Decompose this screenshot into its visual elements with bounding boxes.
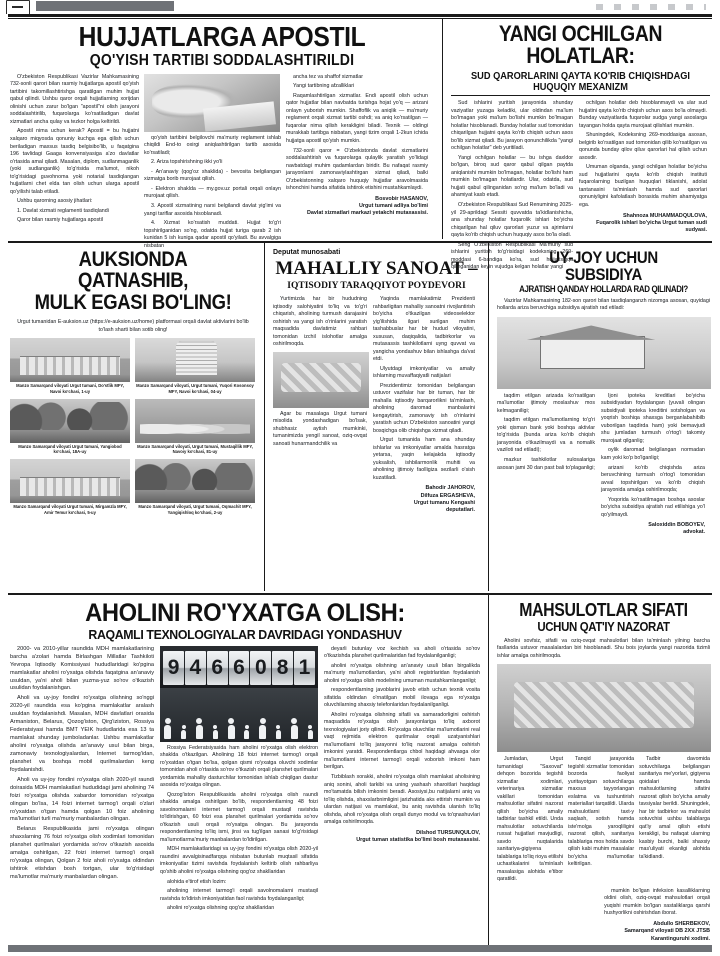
auction-lot[interactable] xyxy=(135,338,255,394)
sanoat-headline: MAHALLIY SANOAT – xyxy=(275,258,478,279)
auction-lot[interactable] xyxy=(135,459,255,515)
row-middle xyxy=(8,243,712,591)
sifat-photo xyxy=(497,664,711,752)
paragraph: Yoqorida ko'rsatilmagan boshqa asoslar bo'yicha subsidiya ajratish rad etilishiga yo'l qo'yilmaydi. xyxy=(601,496,705,518)
apostil-photo xyxy=(144,74,280,132)
counter-digit: 9 xyxy=(163,651,184,686)
holatlar-subhead: SUD QARORLARINI QAYTA KO'RIB CHIQISHDAGI HUQUQIY MEXANIZM xyxy=(470,69,691,93)
paragraph: oylik daromad belgilangan normadan kam yoki ko'p bo'lganligi; xyxy=(601,447,705,461)
paragraph: - An'anaviy (qog'oz shaklida) - bevosita belgilangan xizmatga borib murojaat qilish. xyxy=(144,168,281,183)
apostil-column-3 xyxy=(286,74,428,252)
byline-role: Urgut tuman statistika bo'limi bosh mutaxassisi. xyxy=(356,836,480,843)
row-bottom xyxy=(8,595,712,947)
paragraph: Prezidentimiz tomonidan belgilangan ustuvor vazifalar har bir tuman, har bir mahalla iqtisodiy barqarorlikni ta'minlash, aholining daromad manbalarini kengaytirish, zamonaviy ish o'rinlarini yaratish uchun O'zbekiston sanoatini yangi bosqichga olib chiqishga xizmat qiladi. xyxy=(373,382,475,434)
apostil-column-1 xyxy=(10,74,144,252)
paragraph: Yangi tartibning afzalliklari xyxy=(293,83,355,90)
paragraph: 3. Apostil xizmatining narxi belgilandi davlat yig'imi va yangi tariflar asosida hisoblanadi. xyxy=(144,202,281,217)
footer-band xyxy=(8,945,712,952)
person-icon xyxy=(196,718,203,739)
lot-photo xyxy=(135,399,255,443)
paragraph: Yangi ochilgan holatlar — bu ishga daxldor bo'lgan, biroq sud qaror qabul qilgan paytda aniqlanishi mumkin bo'lmagan, holatlar bo'lishi ham mumkin bo'lmagan holatlardir. Ular, odatda, sud hujjati qabul qilinganidan so'ng ma'lum bo'ladi va ahamiyat kasb etadi. xyxy=(451,154,573,199)
sanoat-column-2 xyxy=(373,296,475,515)
paragraph: arizani ko'rib chiqishda ariza beruvchining turmush o'rtog'i tomonidan avval topshirilgan va ko'rib chiqish jarayonida amalga oshirilmoqda; xyxy=(601,464,705,494)
sifat-column-3 xyxy=(639,756,710,886)
sifat-column-2 xyxy=(568,756,639,886)
counter-digits xyxy=(163,651,315,686)
paragraph: Aholini ro'yxatga olishning sifatli va samaradorligini oshirish maqsadida ro'yxatga olish jarayonlariga to'liq axborot texnologiyalari joriy qilindi. Ro'yxatga oluvchilar ma'lumotlarini real vaqt rejimida elektron qurilmalar orqali uzatyanishlari ma'lumotlarni to'liq jarayonni to'liq nazorat amalga oshirish imkonini yaratdi. Respondentlarga chbol haqidagi ahvasga olor ma'lumotlarni internet tarmog'i orqali voborish imkoni ham berilgan. xyxy=(324,711,480,771)
counter-digit: 4 xyxy=(185,651,206,686)
counter-digit: 6 xyxy=(207,651,228,686)
paragraph: qo'yish tartibini belgilovchi ma'muriy reglament ishlab chiqildi End-to oxirgi aniqlashtirilgan tartib asosida ko'rsatiladi; xyxy=(144,134,281,156)
byline-role: Karantinguruhi xodimi. xyxy=(651,935,710,942)
census-counter-illustration xyxy=(160,646,318,742)
apostil-headline: HUJJATLARGA APOSTIL xyxy=(78,21,366,52)
paragraph: aholini ro'yxatga olishning an'anaviy usuli bilan birgalikda ma'muriy ma'lumotlardan, ya'ni aholi registrlaridan foydalanish aholini ro'yxatga olish modelining umuman mustahkamlanganligi; xyxy=(324,662,480,684)
paragraph: MDH mamlakatlaridagi va uy-joy fondini ro'yxatga olish 2020-yil raundini avvalgisinadfarqqa nisbatan butunlab muqtasil sifatida imkoniyatlar tizimi ravishda foydalanish keltirib olish rahbarliya qo'shib aholini ro'yxatga olishning qog'oz shakllaridan xyxy=(160,846,318,875)
subsidiya-subhead: AJRATISH QANDAY HOLLARDA RAD QILINADI? xyxy=(519,283,688,294)
byline-role: Urgut tumanu Kengashi xyxy=(413,499,475,506)
paragraph: respondentlarning javoblarini javob etish uchun texnik vosita sifatida oldindan o'rnatilgan mobil ilovaga ega ro'yxatga oluvchilarning shaxsiy telefonlaridan foydalanilganligi. xyxy=(324,687,480,709)
paragraph: 2. Ariza topshirishning ikki yo'li xyxy=(151,159,223,166)
paragraph: Aholi va uy-joy fondini ro'yxatga olish 2020-yil raundi doirasida MDH mamlakatlari hududidagi jami aholining 74 foizi ro'yxatga olishda xabardor tomonidan ro'yxatga olingan bo'lsa, 14 foizi internet tarmog'i orqali o'zlari ro'yxatdan o'tgan hamda qolgan 10 foiz aholining ma'lumotlari turli ma'muriy manbalardan olingan. xyxy=(10,776,154,823)
auction-lot[interactable] xyxy=(10,399,130,455)
paragraph: Tizbiblash xorakki, aholini ro'yxatga olish mamlakat aholisining aniq sonini, aholi tarkibi va uning yashash sharoitlari haqidagi mo'tamatda bilish imkonini beradi. Asosiysi,bu natijalarni aniq va to'liq olishda, shaxslarbnimligini jarizhatida aks ettirish mumkin va ulardan natijasi va mamlakat, bu aniq ravishda ulanish to'liq olishda, aholi ro'yxatga olish orqali dunyo modul va to'qnashuvlari amalga oshirilmoqda. xyxy=(324,774,480,826)
royxat-column-1 xyxy=(10,646,160,915)
apostil-subhead: QO'YISH TARTIBI SODDALASHTIRILDI xyxy=(89,51,355,69)
lot-caption: Manzo Samarqand viloyati, Urgut tumani, Yuqori Kosonsoy MFY, Navoi ko'chasi, 04-uy xyxy=(136,383,254,394)
paragraph: Sеng O'zbekiston Respublikasi Ma'muriy sud ishlarini yuritish to'g'risidagi kodeksning 269-moddasi 6-bandiga ko'ra, sud hujjatisiqqa qilinganidan keyin vujudga kelgan holatlar yangi xyxy=(451,241,573,271)
lot-photo xyxy=(135,459,255,503)
royxat-column-3 xyxy=(324,646,480,915)
sanoat-subhead: IQTISODIY TARAQQIYOT POYDEVORI xyxy=(287,281,466,291)
lot-photo xyxy=(10,459,130,503)
paragraph: aholining internet tarmog'i orqali savolnomalarni mustaqil ravishda to'ldirish imkoniyatidan faol ravishda foydalanganligi; xyxy=(160,888,318,902)
byline-name: Shahnoza MUHAMMADQULOVA, xyxy=(622,212,707,219)
counter-digit: 8 xyxy=(272,651,293,686)
paragraph: Sud ishlarini yuritish jarayonida shunday vaziyatlar yuzaga keladiki, ular oldindan ma'lum bo'lmagan yoki ma'lum bo'lishi mumkin bo'lmagan holatlar hisoblanadi. Bunday holatlar sud tomonidan chiqarilgan hujjatni qayta ko'rib chiqish uchun asos bo'lib xizmat qiladi. Bu jarayon qonunchilikda "yangi ochilgan holatlar" deb yuritiladi. xyxy=(451,100,573,152)
paragraph: Tadbir davomida sotuvchilarga belgilangan sanitariya me'yorlari, gigiyena qoidalari hamda mahsulotlarning sifatini nazorat qilish bo'yicha amaliy tavsiyalar berildi. Shuningdek, har bir tadbirkor va mahsulot sotuvchisi ushbu talablarga qat'iy amal qilish etishi kerakligi, bu nafaqat ularning kasbiy burchi, balki shaxsiy mas'uliyati ekanligi alohida ta'kidlandi. xyxy=(639,756,710,860)
royxat-subhead: RAQAMLI TEXNOLOGIYALAR DAVRIDAGI YONDASHUV xyxy=(88,626,402,642)
byline-name: Abdullo SHERBEKOV, xyxy=(653,920,710,927)
people-figures xyxy=(160,689,318,739)
sanoat-column-1 xyxy=(273,296,373,515)
person-icon xyxy=(275,725,282,739)
sanoat-photo xyxy=(273,352,369,408)
subsidiya-intro xyxy=(497,298,710,313)
lot-photo xyxy=(10,338,130,382)
subsidiya-photo xyxy=(497,317,711,389)
paragraph: Umuman olganda, yangi ochilgan holatlar bo'yicha sud hujjatlarini qayta ko'rib chiqish instituti fuqarolarning buzilgan huquqlari tiklanishi, adolat tantanasini ta'minlash hamda sud qarorlari qonuniyligini kafolatlash borasida muhim ahamiyatga ega. xyxy=(579,164,707,208)
byline-role2: Davlat xizmatlari markazi yetakchi mutaxassisi. xyxy=(306,210,428,217)
article-auksion xyxy=(8,243,264,591)
lot-caption: Manzo Samarqand viloyati, Urgut tumani, Mustaqillik MFY, Navoiy ko'chasi, 81-uy xyxy=(137,443,253,454)
paragraph: Ulyutdagi imkoniyatlar va amaliy ishlarning muvaffaqiyatli natijalari xyxy=(373,365,475,380)
counter-digit: 6 xyxy=(229,651,250,686)
auction-lot[interactable] xyxy=(10,459,130,515)
byline-name: Dilshod TURSUNQULOV, xyxy=(416,829,480,836)
paragraph: mazkur tashkilotlar xulosalariga asosan jami 30 dan past bali to'plaganligi; xyxy=(497,456,595,471)
byline-org: Samarqand viloyati DB 2XX JTSB xyxy=(624,928,710,935)
sifat-column-1 xyxy=(497,756,568,886)
person-icon xyxy=(180,725,187,739)
subsidiya-headline: UY-JOY UCHUN SUBSIDIYA xyxy=(549,248,658,285)
auction-lot[interactable] xyxy=(135,399,255,455)
byline-name-2: Dilfuza ERGASHEVA, xyxy=(420,492,475,499)
paragraph: Jumladan, Urgut tumanidagi "Saxovat" dehqon bozorida tegishli xizmatlar xodimlari, veterinariya xizmatlar vakillari tomonidan mahsulotlar sifatini nazorat qilish bo'yicha amaliy tadbirlar tashkil etildi. Unda mahsulotlar sotuvchilarda ruxsat hujjatlari mavjudligi, savdo nuqtalarida sanitariya-gigiyena talablariga to'liq rioya etilishi uchastkalarini ta'minlash masalasiga alohida e'tibor qaratildi. xyxy=(497,756,564,883)
paragraph: Raqamlashtirilgan xizmatlar. Endi apostil olish uchun qator hujjatlar bilan navbatda turishga hojat yo'q — arizani onlayn yuborish mumkin. Shaffoflik va aniqlik — ma'muriy reglament orqali xizmat tartibi oshdi; va aniq ko'rsatilgan — fuqarolar nima qilish kerakligini biladi. Texnik — oldingi murakkab tartibga nisbatan, yangi tizim orqali 1-2kun ichida hujjatga apostil qo'yish mumkin. xyxy=(286,92,428,144)
auksion-photo-grid xyxy=(10,338,256,515)
counter-digit: 1 xyxy=(294,651,315,686)
auksion-subhead: MULK EGASI BO'LING! xyxy=(34,290,232,314)
article-sifat xyxy=(488,595,712,947)
paragraph: Ushbu qarorning asosiy jihatlari: xyxy=(17,198,93,205)
paragraph: Rossiya Federatsiyasida ham aholini ro'yxatga olish elektron shaklda o'tkazilgan. Aholining 18 foizi internet tarmog'i orqali ro'yxatdan o'tgan bo'lsa, qolgan qismi ro'yxatga oluvchi xodimlar tomonidan aholi o'rtasida so'rov o'tkazish orqali planshet qurilmalari yordamida mahalliy dasturchilar tomonidan ishlab chiqilgan dastur asosida ro'yxatga olingan. xyxy=(160,744,318,789)
paragraph: deyarli butunlay voz kechish va aholi o'rtasida so'rov o'tkazishda planshet qurilmalaridan fad foydalanilganligi; xyxy=(324,645,480,660)
byline-name-1: Bahodir JAHOROV, xyxy=(425,485,475,492)
paragraph: - Elektron shaklda — my.gov.uz portali orqali onlayn murojaat qilish. xyxy=(144,185,281,200)
person-icon xyxy=(307,725,314,739)
subsidiya-column-1 xyxy=(497,393,601,537)
paragraph: Ijoni ipoteka kreditlari bo'yicha subsidiyadan foydalangan (yuvali olingan subsidiyali ipoteka kreditini sotsholgan va yoqrish boshiqa shaxsga berganlabahibilb vuborilgan taqdirda ham) yoki bemavjudi shu jumladan turmush o'rtog'i takomiy murojaat qilganlig; xyxy=(601,392,705,444)
holatlar-headline: YANGI OCHILGAN HOLATLAR: xyxy=(498,21,663,69)
lot-caption: Manzo Samarqand viloyati Urgut tumani, Do'stlik MFY, Navoi ko'chasi, 1-uy xyxy=(16,383,124,394)
sifat-column-4 xyxy=(497,888,604,943)
person-icon xyxy=(291,718,298,739)
person-icon xyxy=(164,718,171,739)
paragraph: mumkin bo'lgan infeksion kasalliklarning oldini olish, oziq-ovqat mahsulotlari orqali yuqishi mumkin bo'lgan xastaliklarga qarshi hushyorlikni oshirishdan iborat. xyxy=(604,887,710,917)
person-icon xyxy=(243,725,250,739)
article-apostil xyxy=(8,19,442,249)
paragraph: Belarus Respublikasida jami ro'yxatga olingan shaxslarning 76 foizi ro'yxatga olish xodimlari tomonidan planshet qurilmalari yordamida so'rov o'tkazish asosida amalga oshirilgan, 22 foizi internet tarmog'i orqali ro'yxatga olingan, Qolgan 2 foiz aholi ro'yxatga oldindan ishtirok etishdan bosh tortgan, ular to'g'risidagi ma'lumotlar ma'muriy manbalardan olingan. xyxy=(10,826,154,880)
paragraph: Shuningdek, Kodeksning 269-moddasiga asosan, belgirib ko'rsatilgan sud tomonidan qilib ko'rsatilgan va qonunda bunday qilov qiluv qarorlari hal qilish uchun asosdir. xyxy=(579,132,707,161)
auksion-lead xyxy=(10,319,256,334)
lot-photo xyxy=(10,399,130,443)
paragraph: Qaror bilan rasmiy hujjatlarga apostil xyxy=(17,217,103,224)
counter-digit: 0 xyxy=(250,651,271,686)
paragraph: Yurtimizda har bir hududning iqtisodiy salohiyatini to'liq va to'g'ri chiqarish, aholining turmush darajasini oshirish va yangi ish o'rinlarini yaratish maqsadida davlatimiz rahbari tomonidan izchil islohotlar amalga oshirilmoqda. xyxy=(273,296,367,348)
paragraph: taqdim etilgan ma'lumotlarning to'g'ri yoki qisman bank yoki boshqa aktivlar to'g'risida (bunda ariza ko'rib chiqish jarayonida o'tkazilmaydi va a nomalik vaziloti rad etiladi); xyxy=(497,417,595,454)
paragraph: Qozog'iston Respublikasida aholini ro'yxatga olish raundi shaklda amalga oshirilgan bo'lib, respondentlarning 48 foizi savolnomalarni internet tarmog'i orqali mustaqil ravishda to'ldirishgan, 60 foizi esa planshet qurilmalari yordamida so'rov o'tkazish usuli orqali ro'yxatga olingan. Bu jarayonda respondentlarning to'liq ismi, jinsi va tug'ilgan sanasi to'g'risidagi ma'lumotlarma'muriy manbalardan to'ldirilgan. xyxy=(160,791,318,843)
royxat-headline: AHOLINI RO'YXATGA OLISH: xyxy=(85,599,405,627)
sifat-lead xyxy=(497,638,710,661)
paragraph: alohida e'tirof etish lozim: xyxy=(167,878,227,885)
paragraph: Vazirlar Mahkamasining 182-son qarori bilan tasdiqlanganzh nizomga asosan, quyidagi hollarda ariza beruvchiga subsidiya ajratish rad etiladi: xyxy=(497,297,710,312)
byline-role: advokat. xyxy=(683,529,705,536)
lot-caption: Manzo Samarqand viloyati Urgut tumani, Yangiobod ko'chasi, 18A-uy xyxy=(18,443,122,454)
menu-button[interactable] xyxy=(6,0,30,15)
lot-photo xyxy=(135,338,255,382)
paragraph: 732-sonli qaror = O'zbekistonda davlat xizmatlarini soddalashtirish va fuqarolarga qulaylik yaratish yo'lidagi navbatdagi muhim qadamlardan biridir. Bu nafaqat rasmiy jarayonlarni zamonaviylashtirgan xizmat qiladi, balki O'zbekistonning xalqaro huquqiy hujjatlar aravolmasida ishonchini hamda sifatida ishtirok etishini mustahkamlaydi. xyxy=(286,147,428,192)
byline-role: Fuqarolik ishlari bo'yicha Urgut tuman sudi sudyasi. xyxy=(596,219,707,234)
byline-role2: deputatlari. xyxy=(445,507,475,514)
sanoat-kicker: Deputat munosabati xyxy=(273,249,341,256)
paragraph: 4. Xizmat ko'rsatish muddati. Hujjat to'g'ri topshirilganidan so'ng, odatda hujjat turiga qarab 2 ish kunidan 5 ish kuniga qadar apostil qo'yiladi. Bu avvalgiga nisbatan xyxy=(144,220,281,249)
byline-name: Saloxiddin BOBOYEV, xyxy=(648,522,705,529)
sifat-headline: MAHSULOTLAR SIFATI xyxy=(519,600,688,620)
paragraph: Yaqinda mamlakatimiz Prezidenti rahbarligitan mahalliy sanoatni rivojlantirish bo'yicha o'tkazilgan videoselektor yig'ilishida ilgari surilgan muhim tashabbuslar har bir hudud viloyatini, xususan, daqiqalida, tadbirkorlar va mutaxassis tashkilotlarni uyng quvvat va yangicha yondashuv bilan ishlashga da'vat etdi. xyxy=(373,296,475,363)
address-bar[interactable] xyxy=(36,1,174,11)
paragraph: O'zbekiston Respublikasi Vazirlar Mahkamasining 732-sonli qarori bilan rasmiy hujjatlarga apostil qo'yish tartibini takomillashtirishga qaratilgan muhim hujjat qabul qilindi. Ushbu qaror orqali hujjatlarning xorijdan olinishi uchun zarur bo'lgan "apostil"ni olish jarayoni soddalashtirilib, fuqarolarga ko'rsatiladigan davlat xizmatlari ancha qulay va tezkor holga keltirildi. xyxy=(10,73,139,125)
paragraph: O'zbekiston Respublikasi Sud Renumining 2025-yil 29-aprildagi Sessiti quvvatda ta'kidlanishicha, ana shunday holatlar fuqarolik ishlari bo'yicha chiqarilgan hal qiluv qarorlari yuzur va ajrimlarni qayta ko'rib chiqish uchun huquqiy asos bo'la oladi. xyxy=(451,201,573,239)
paragraph: taqdim etilgan arizada ko'rsatilgan ma'lumotlar ijtimoiy moslashuv mos kelmaganiligi; xyxy=(497,392,595,414)
newspaper-page xyxy=(0,14,720,956)
paragraph: 2000- va 2010-yillar raundida MDH mamlakatlarining barcha a'zolari hamda Birlashgan Millatlar Tashkiloti Yevropa Iqtisodiy Komissiyasi hududlaridagi ko'pgina mamlakatlar aholini ro'yxatga olishda faqatgina an'anaviy usuldan, ya'ni aholi bilan yuzma-yuz so'rov o'tkazish usulidan foydalanishgan. xyxy=(10,645,154,692)
person-icon xyxy=(228,718,235,739)
article-sanoat xyxy=(264,243,488,591)
paragraph: Agar bu masalaga Urgut tumani misolida yondashadigan bo'lsak, shubhasiz aytish mumkinki, tumanimizda yengil sanoat, oziq-ovqat sanoati hunarmandchilik va xyxy=(273,410,367,447)
article-royxat xyxy=(8,595,488,947)
royxat-column-2 xyxy=(160,646,324,915)
auction-lot[interactable] xyxy=(10,338,130,394)
top-rule-thick xyxy=(8,14,712,17)
subsidiya-column-2 xyxy=(601,393,705,537)
paragraph: ancha tez va shaffof xizmatlar xyxy=(293,73,363,80)
lot-caption: Manzo Samarqand viloyati Urgut tumani, Mirgamzla MFY, Amir Temur ko'chasi, 5-uy xyxy=(13,504,127,515)
article-subsidiya xyxy=(488,243,712,591)
browser-chrome xyxy=(0,0,720,14)
person-icon xyxy=(259,718,266,739)
paragraph: Apostil nima uchun kerak? Apostil = bu hujjatni xalqaro miqyosda qonuniy kuchga ega qilish uchun beriladigan maxsus tasdiq belgisibo'lib, u faqatgina 196 tavlidagi Gaaga konvensiyasiga a'zo davlatlar o'rtasida amal qiladi. Masalan, diplom, sudlanmaganlik (yoki sudlanganlik) to'g'risida ma'lumot, nikoh to'g'risidagi guvohnoma yoki notarial tasdiqlangan hujjatlarni chet elda tan olish uchun ularga apostil qo'yilishi talab etiladi. xyxy=(10,128,139,195)
paragraph: Aholi va uy-joy fondini ro'yxatga olishning so'nggi 2020-yil raundida esa ko'pgina mamlakatlar aralash usuldan foydalanishdi. Masalan, MDH davlatlari orasida Armaniston, Belarus, Qozog'iston, Qirg'iziston, Rossiya Federatsiyasi hamda BMT YEIK hududlarida esa 13 ta mamlakat shunday jumboladanlar. Ushbu mamlakatlar aholini ro'yxatga olishda an'anaviy usul bilan birga, zamonaviy texnologiyalardan, Internet tarmog'idan, planshet va boshqa mobil qurilmalardan keng foydalanishdi. xyxy=(10,695,154,773)
paragraph: Tanqid jarayonida tegishli xizmatlar tomonidan bozorda faoliyat yuritayotgan sotuvchilarga maxsus tayyorlangan eslatma va tushuntirish materiallari tarqatildi. Ularda mahsulotlarni taxt-y saqlash, sotish hamda iste'molga yaroqliligini nazorat qilish, sanitariya talablariga mos holda savdo qilish kabi muhim masalalar bo'yicha ma'lumotlar keltirilgan. xyxy=(568,756,635,868)
sifat-column-5 xyxy=(604,888,710,943)
byline-name: Bosvobir HASANOV, xyxy=(375,195,428,202)
lead-paragraph: Urgut tumanidan E-auksion.uz (https://e-auksion.uz/home) platformasi orqali davlat aktivlarini bo'lib to'lash sharti bilan sotib oling! xyxy=(17,319,249,333)
paragraph: aholini ro'yxatga olishning qog'oz shakllaridan xyxy=(167,905,275,912)
person-icon xyxy=(212,725,219,739)
lot-caption: Manzo Samarqand viloyati, Urgut tumani, Oqmachit MFY, Yangiqishloq ko'chasi, 2-uy xyxy=(138,504,252,515)
paragraph: ochilgan holatlar deb hisoblanmaydi va ular sud hujjatini qayta ko'rib chiqish uchun asos bo'la olmaydi. Bunday vaziyatlarda fuqarolar sudga yangi asoslarga tayangan holda qayta murojaat qilishlari mumkin. xyxy=(579,100,707,129)
sifat-subhead: UCHUN QAT'IY NAZORAT xyxy=(537,619,670,635)
byline-role: Urgut tumani adliya bo'limi xyxy=(359,202,428,209)
apostil-column-2 xyxy=(144,74,286,252)
lead-paragraph: Aholini sovfsiz, sifatli va oziq-ovqat mahsulotlari bilan ta'minlash yilning barcha fasllarida ustuvor masalalardan biri hisoblanadi. Shu bois joylarda yangi nazorida tizimli ishlar amalga oshirilmoqda. xyxy=(497,637,710,659)
auksion-headline: AUKSIONDA QATNASHIB, xyxy=(77,248,189,293)
toolbar-icons[interactable] xyxy=(596,4,706,10)
paragraph: 1. Davlat xizmati reglamenti tasdiqlandi xyxy=(17,207,109,214)
paragraph: Urgut tumanida ham ana shunday ishlarlar va imkoniyatlar amalda hasratga yetarsa, yaqin kelajakda iqtisodiy yuksalish, ishbilarmonlik muhiti va aholining ijtimoiy faolligiza sezilarli o'sish kuzatiladi. xyxy=(373,437,475,481)
